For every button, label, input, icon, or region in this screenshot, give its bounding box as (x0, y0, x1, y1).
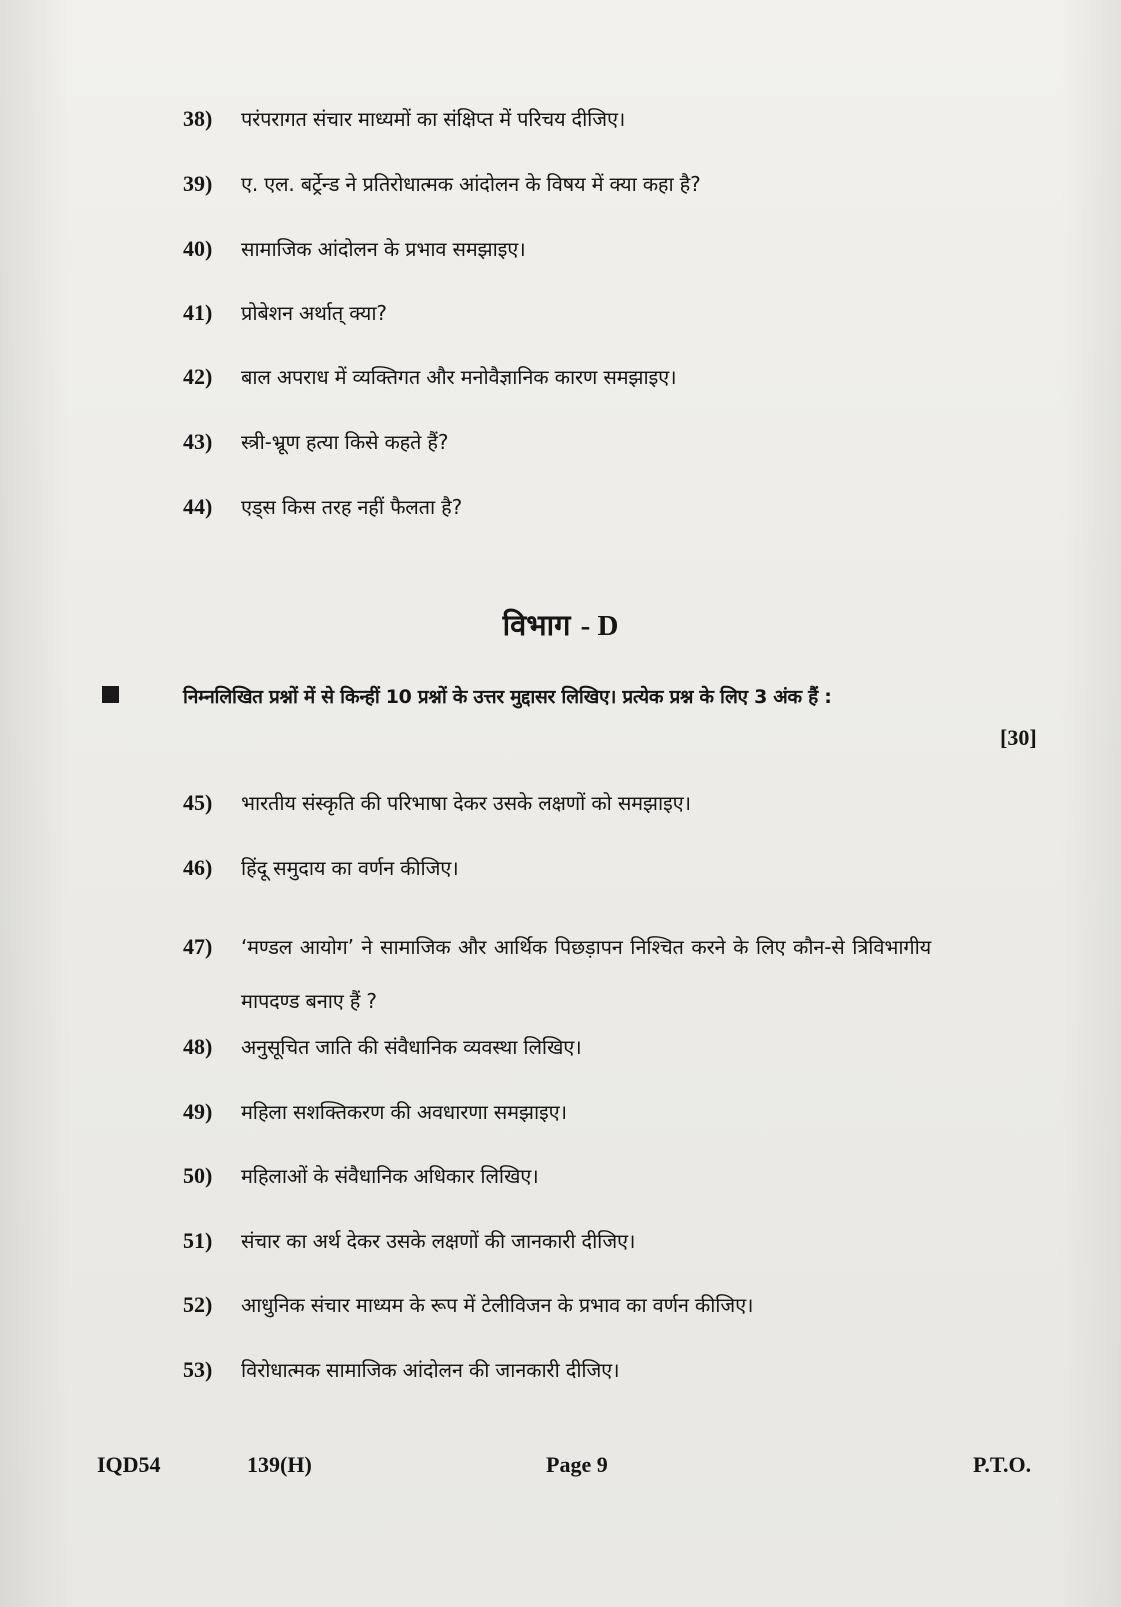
question-text: ए. एल. बर्ट्रेन्ड ने प्रतिरोधात्मक आंदोलन के विषय में क्या कहा है? (241, 172, 701, 196)
question-41 (183, 300, 953, 326)
question-text: बाल अपराध में व्यक्तिगत और मनोवैज्ञानिक कारण समझाइए। (241, 365, 677, 389)
question-number: 47) (183, 934, 213, 959)
question-text: हिंदू समुदाय का वर्णन कीजिए। (241, 856, 459, 880)
question-text: परंपरागत संचार माध्यमों का संक्षिप्त में परिचय दीजिए। (241, 107, 626, 131)
question-46 (183, 855, 953, 881)
section-marks: [30] (1000, 725, 1037, 750)
question-43 (183, 429, 953, 455)
question-40 (183, 236, 953, 262)
question-50 (183, 1163, 953, 1189)
question-text: महिला सशक्तिकरण की अवधारणा समझाइए। (241, 1100, 567, 1124)
question-number: 48) (183, 1034, 213, 1059)
question-text: स्त्री-भ्रूण हत्या किसे कहते हैं? (241, 430, 449, 454)
question-text: अनुसूचित जाति की संवैधानिक व्यवस्था लिखिए। (241, 1035, 582, 1059)
question-52 (183, 1292, 953, 1318)
footer-pto: P.T.O. (973, 1452, 1032, 1477)
question-number: 45) (183, 790, 213, 815)
question-text: सामाजिक आंदोलन के प्रभाव समझाइए। (241, 237, 526, 261)
question-text: प्रोबेशन अर्थात् क्या? (241, 301, 387, 325)
square-bullet-icon (102, 686, 119, 703)
footer-code: IQD54 (97, 1452, 161, 1477)
question-number: 40) (183, 236, 213, 261)
question-text: ‘मण्डल आयोग’ ने सामाजिक और आर्थिक पिछड़ापन निश्चित करने के लिए कौन-से त्रिविभागीय मापदण्ड बनाए हैं ? (241, 935, 931, 1013)
question-number: 39) (183, 171, 213, 196)
question-44 (183, 494, 953, 520)
question-number: 42) (183, 364, 213, 389)
question-48 (183, 1034, 953, 1060)
question-number: 43) (183, 429, 213, 454)
question-number: 52) (183, 1292, 213, 1317)
question-number: 44) (183, 494, 213, 519)
section-heading (0, 605, 1121, 644)
question-42 (183, 364, 953, 390)
question-text: विरोधात्मक सामाजिक आंदोलन की जानकारी दीजिए। (241, 1358, 620, 1382)
question-39 (183, 171, 953, 197)
footer-page-number: Page 9 (546, 1452, 608, 1477)
section-title-prefix: विभाग (502, 608, 571, 642)
question-53 (183, 1357, 953, 1383)
question-number: 38) (183, 106, 213, 131)
question-number: 41) (183, 300, 213, 325)
question-number: 50) (183, 1163, 213, 1188)
question-text: महिलाओं के संवैधानिक अधिकार लिखिए। (241, 1164, 539, 1188)
question-49 (183, 1099, 953, 1125)
question-38 (183, 106, 953, 132)
question-text: आधुनिक संचार माध्यम के रूप में टेलीविजन के प्रभाव का वर्णन कीजिए। (241, 1293, 754, 1317)
footer-subject: 139(H) (247, 1452, 312, 1477)
question-number: 51) (183, 1228, 213, 1253)
question-51 (183, 1228, 953, 1254)
question-number: 46) (183, 855, 213, 880)
question-text: एड्स किस तरह नहीं फैलता है? (241, 495, 463, 519)
section-title-suffix: - D (580, 610, 619, 642)
question-47 (183, 920, 953, 1028)
question-text: संचार का अर्थ देकर उसके लक्षणों की जानकारी दीजिए। (241, 1229, 636, 1253)
question-text: भारतीय संस्कृति की परिभाषा देकर उसके लक्षणों को समझाइए। (241, 791, 691, 815)
section-instruction: निम्नलिखित प्रश्नों में से किन्हीं 10 प्रश्नों के उत्तर मुद्दासर लिखिए। प्रत्येक प्रश्न के लिए 3 अंक हैं : (183, 686, 832, 708)
question-number: 49) (183, 1099, 213, 1124)
question-number: 53) (183, 1357, 213, 1382)
question-45 (183, 790, 953, 816)
